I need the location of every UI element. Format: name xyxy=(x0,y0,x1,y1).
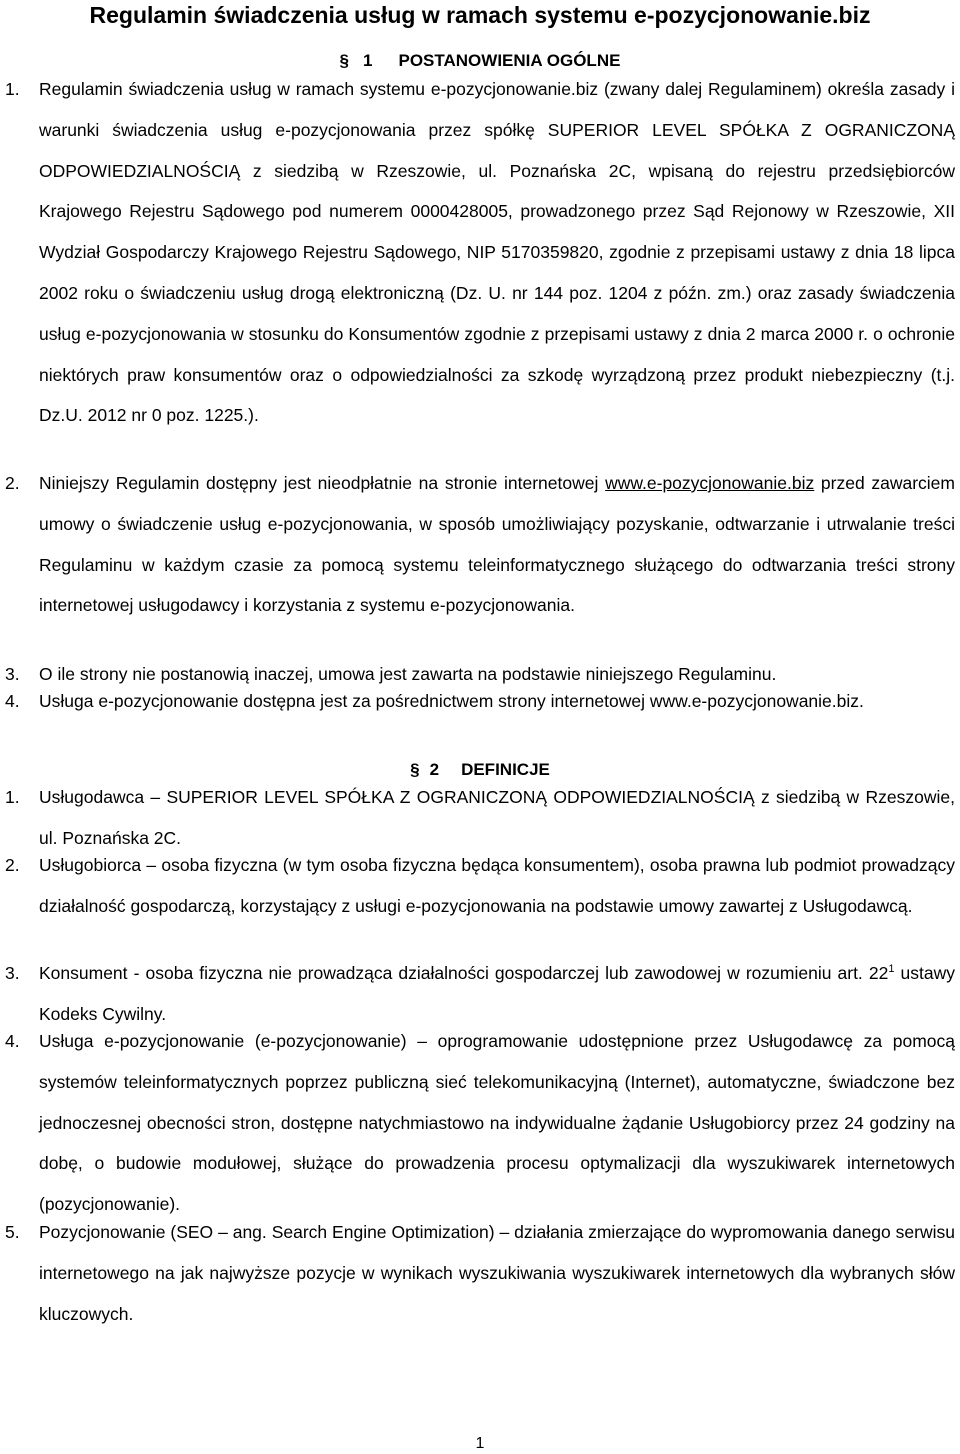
list-item-number: 4. xyxy=(5,1031,20,1051)
list-item-number: 1. xyxy=(5,787,20,807)
list-item-text: Regulamin świadczenia usług w ramach systemu e-pozycjonowanie.biz (zwany dalej Regulaminem) określa zasady i warunki świadczenia usług e-pozycjonowania przez spółkę SUPERIOR LEVEL SPÓŁKA Z OGRANICZONĄ ODPOWIEDZIALNOŚCIĄ z siedzibą w Rzeszowie, ul. Poznańska 2C, wpisaną do rejestru przedsiębiorców Krajowego Rejestru Sądowego pod numerem 0000428005, prowadzonego przez Sąd Rejonowy w Rzeszowie, XII Wydział Gospodarczy Krajowego Rejestru Sądowego, NIP 5170359820, zgodnie z przepisami ustawy z dnia 18 lipca 2002 roku o świadczeniu usług drogą elektroniczną (Dz. U. nr 144 poz. 1204 z późn. zm.) oraz zasady świadczenia usług e-pozycjonowania w stosunku do Konsumentów zgodnie z przepisami ustawy z dnia 2 marca 2000 r. o ochronie niektórych praw konsumentów oraz o odpowiedzialności za szkodę wyrządzoną przez produkt niebezpieczny (t.j. Dz.U. 2012 nr 0 poz. 1225.). xyxy=(39,79,955,426)
list-item-text: Usługa e-pozycjonowanie dostępna jest za pośrednictwem strony internetowej www.e-pozycjonowanie.biz. xyxy=(39,691,864,711)
list-item-text: Pozycjonowanie (SEO – ang. Search Engine Optimization) – działania zmierzające do wypromowania danego serwisu internetowego na jak najwyższe pozycje w wynikach wyszukiwania wyszukiwarek internetowych dla wybranych słów kluczowych. xyxy=(39,1222,955,1324)
list-item-number: 4. xyxy=(5,691,20,711)
list-item-text: Usługodawca – SUPERIOR LEVEL SPÓŁKA Z OGRANICZONĄ ODPOWIEDZIALNOŚCIĄ z siedzibą w Rzeszowie, ul. Poznańska 2C. xyxy=(39,787,955,848)
document-title: Regulamin świadczenia usług w ramach systemu e-pozycjonowanie.biz xyxy=(89,2,871,28)
section-symbol: § xyxy=(339,51,350,70)
list-item-number: 3. xyxy=(5,664,20,684)
list-item-text-part: Niniejszy Regulamin dostępny jest nieodpłatnie na stronie internetowej xyxy=(39,473,599,493)
website-link[interactable]: www.e-pozycjonowanie.biz xyxy=(605,473,815,493)
list-item-text-part: przed zawarciem umowy o świadczenie usług e-pozycjonowania, w sposób umożliwiający pozyskanie, odtwarzanie i utrwalanie treści Regulaminu w każdym czasie za pomocą systemu teleinformatycznego służącego do odtwarzania treści strony internetowej usługodawcy i korzystania z systemu e-pozycjonowania. xyxy=(39,473,955,616)
list-item-number: 3. xyxy=(5,963,20,983)
section-symbol: § xyxy=(410,760,420,779)
list-item-text xyxy=(39,463,955,626)
page-number: 1 xyxy=(475,1435,485,1452)
superscript: 1 xyxy=(888,963,895,976)
section-1-heading xyxy=(0,51,960,71)
section-number: 2 xyxy=(429,760,440,779)
list-item-number: 1. xyxy=(5,79,20,99)
list-item-text: Usługa e-pozycjonowanie (e-pozycjonowanie) – oprogramowanie udostępnione przez Usługodawcę za pomocą systemów teleinformatycznych poprzez publiczną sieć telekomunikacyjną (Internet), automatyczne, świadczone bez jednoczesnej obecności stron, dostępne natychmiastowo na indywidualne żądanie Usługobiorcy przez 24 godziny na dobę, o budowie modułowej, służące do prowadzenia procesu optymalizacji dla wyszukiwarek internetowych (pozycjonowanie). xyxy=(39,1031,955,1215)
list-item-number: 2. xyxy=(5,855,20,875)
list-item-text-part: ustawy Kodeks Cywilny. xyxy=(39,963,955,1024)
section-title: POSTANOWIENIA OGÓLNE xyxy=(398,51,621,70)
list-item-number: 5. xyxy=(5,1222,20,1242)
list-item-text: O ile strony nie postanowią inaczej, umowa jest zawarta na podstawie niniejszego Regulaminu. xyxy=(39,664,777,684)
list-item-number: 2. xyxy=(5,473,20,493)
section-number: 1 xyxy=(363,51,373,70)
list-item-text: Usługobiorca – osoba fizyczna (w tym osoba fizyczna będąca konsumentem), osoba prawna lub podmiot prowadzący działalność gospodarczą, korzystający z usługi e-pozycjonowania na podstawie umowy zawartej z Usługodawcą. xyxy=(39,855,955,916)
section-title: DEFINICJE xyxy=(461,760,550,779)
list-item-text-part: Konsument - osoba fizyczna nie prowadząca działalności gospodarczej lub zawodowej w rozumieniu art. 22 xyxy=(39,963,889,983)
